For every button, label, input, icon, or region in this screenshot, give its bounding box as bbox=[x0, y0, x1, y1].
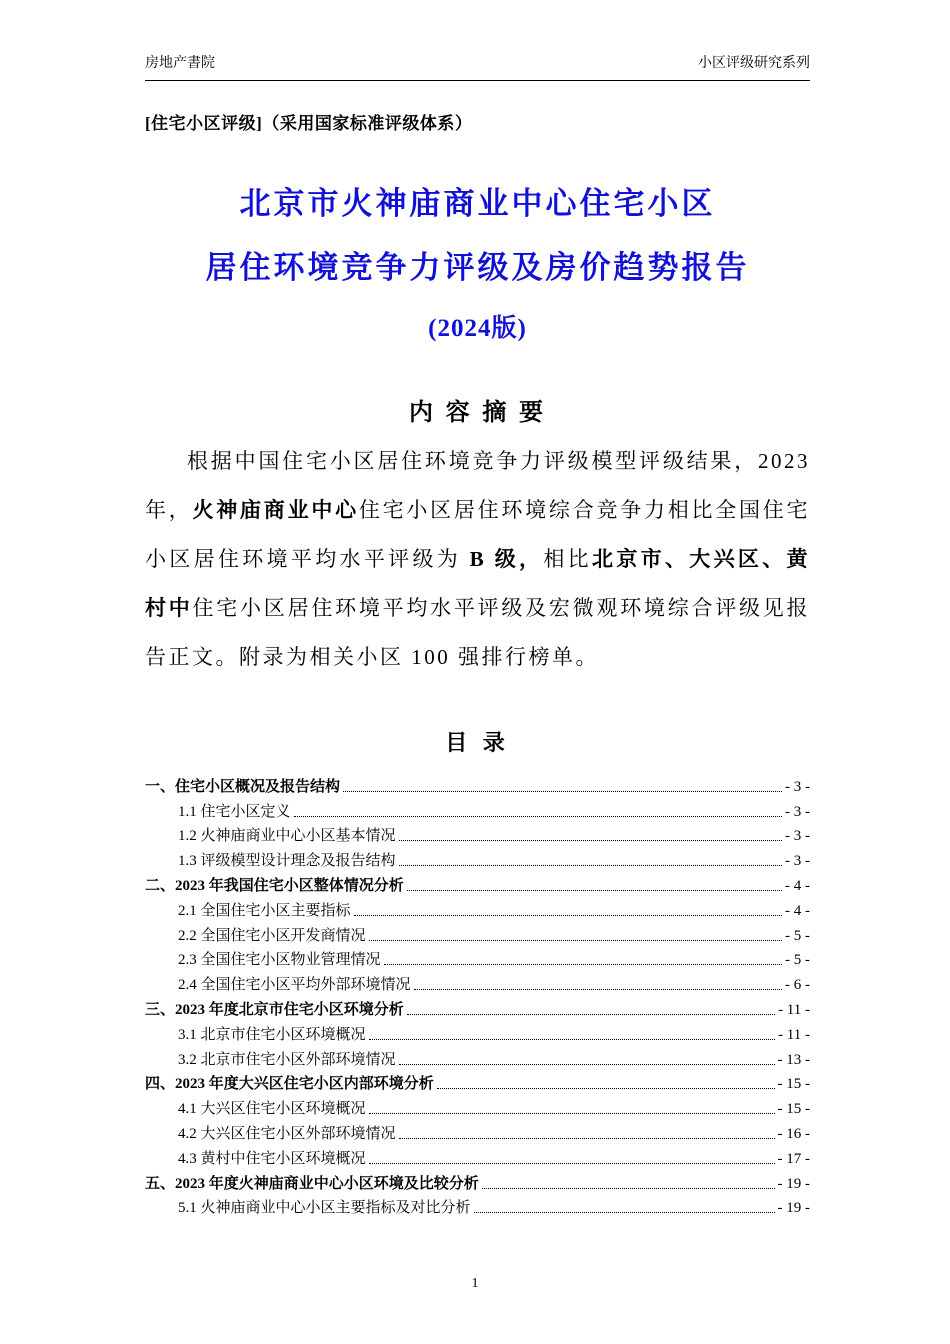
toc-dot-leader bbox=[354, 915, 782, 916]
toc-item-page: - 11 - bbox=[778, 1001, 810, 1018]
toc-item-label: 2.4 全国住宅小区平均外部环境情况 bbox=[178, 977, 411, 994]
toc-dot-leader bbox=[414, 989, 782, 990]
toc-dot-leader bbox=[399, 865, 782, 866]
summary-segment: 住宅小区居住环境平均水平评级及宏微观环境综合评级见报告正文。附录为相关小区 100 强排行榜单。 bbox=[145, 596, 811, 669]
toc-item-page: - 4 - bbox=[785, 902, 810, 919]
toc-dot-leader bbox=[369, 1039, 776, 1040]
toc-item-page: - 4 - bbox=[785, 877, 810, 894]
toc-item-page: - 19 - bbox=[777, 1200, 810, 1217]
toc-item[interactable] bbox=[145, 796, 810, 821]
toc-item[interactable] bbox=[145, 1019, 810, 1044]
toc-item-page: - 3 - bbox=[785, 803, 810, 820]
toc-item-page: - 15 - bbox=[777, 1101, 810, 1118]
toc-item[interactable] bbox=[145, 1193, 810, 1218]
toc-item[interactable] bbox=[145, 845, 810, 870]
toc-dot-leader bbox=[369, 1163, 775, 1164]
toc-item-label: 4.3 黄村中住宅小区环境概况 bbox=[178, 1150, 366, 1167]
toc-item-label: 5.1 火神庙商业中心小区主要指标及对比分析 bbox=[178, 1200, 471, 1217]
toc-item[interactable] bbox=[145, 821, 810, 846]
toc-item-page: - 11 - bbox=[778, 1026, 810, 1043]
summary-segment: 火神庙商业中心 bbox=[192, 498, 359, 522]
summary-segment: 北京市、大兴区、黄村中 bbox=[145, 547, 811, 620]
toc-item-page: - 19 - bbox=[777, 1175, 810, 1192]
toc-item-page: - 17 - bbox=[777, 1150, 810, 1167]
toc-item-label: 一、住宅小区概况及报告结构 bbox=[145, 778, 341, 795]
toc-dot-leader bbox=[474, 1212, 775, 1213]
summary-segment: 住宅小区居住环境综合竞争力相比全国住宅小区居住环境平均水平评级为 bbox=[145, 498, 811, 571]
page-number: 1 bbox=[471, 1276, 479, 1291]
toc-item-page: - 3 - bbox=[785, 828, 810, 845]
header-right-text: 小区评级研究系列 bbox=[698, 56, 810, 71]
toc-item-label: 4.2 大兴区住宅小区外部环境情况 bbox=[178, 1125, 396, 1142]
toc-item[interactable] bbox=[145, 1143, 810, 1168]
toc-item-label: 4.1 大兴区住宅小区环境概况 bbox=[178, 1101, 366, 1118]
report-title-block bbox=[145, 172, 810, 358]
toc-item[interactable] bbox=[145, 771, 810, 796]
toc-heading: 目 录 bbox=[445, 730, 510, 755]
toc-item-label: 五、2023 年度火神庙商业中心小区环境及比较分析 bbox=[145, 1175, 479, 1192]
report-title-line1: 北京市火神庙商业中心住宅小区 bbox=[239, 186, 716, 221]
toc-item-label: 3.1 北京市住宅小区环境概况 bbox=[178, 1026, 366, 1043]
toc-item-label: 三、2023 年度北京市住宅小区环境分析 bbox=[145, 1001, 404, 1018]
toc-dot-leader bbox=[399, 1064, 775, 1065]
toc-dot-leader bbox=[399, 1138, 775, 1139]
toc-item-page: - 3 - bbox=[785, 778, 810, 795]
toc-item-page: - 6 - bbox=[785, 977, 810, 994]
toc-item-page: - 16 - bbox=[777, 1125, 810, 1142]
report-title-edition: (2024版) bbox=[428, 315, 527, 342]
toc-dot-leader bbox=[437, 1088, 775, 1089]
toc-item[interactable] bbox=[145, 945, 810, 970]
page-header bbox=[145, 52, 810, 81]
toc-item[interactable] bbox=[145, 1044, 810, 1069]
toc-dot-leader bbox=[407, 890, 782, 891]
summary-segment: 相比 bbox=[543, 547, 592, 571]
toc-item-page: - 13 - bbox=[777, 1051, 810, 1068]
toc-item[interactable] bbox=[145, 1168, 810, 1193]
toc-item-label: 1.2 火神庙商业中心小区基本情况 bbox=[178, 828, 396, 845]
toc-item-label: 2.2 全国住宅小区开发商情况 bbox=[178, 927, 366, 944]
toc-dot-leader bbox=[407, 1014, 775, 1015]
summary-paragraph bbox=[145, 437, 810, 682]
toc-dot-leader bbox=[482, 1188, 775, 1189]
toc-dot-leader bbox=[343, 791, 782, 792]
toc-item-page: - 15 - bbox=[777, 1076, 810, 1093]
toc-item-label: 2.1 全国住宅小区主要指标 bbox=[178, 902, 351, 919]
toc-item[interactable] bbox=[145, 1118, 810, 1143]
toc-list bbox=[145, 771, 810, 1217]
toc-item-label: 1.3 评级模型设计理念及报告结构 bbox=[178, 853, 396, 870]
toc-item[interactable] bbox=[145, 969, 810, 994]
toc-dot-leader bbox=[369, 1113, 775, 1114]
toc-dot-leader bbox=[399, 840, 782, 841]
toc-item[interactable] bbox=[145, 920, 810, 945]
page-footer bbox=[0, 1276, 950, 1292]
summary-segment: 根据中国住宅小区居住环境竞争力评级模型评级结果，2023 年， bbox=[145, 449, 810, 522]
summary-segment: B 级， bbox=[469, 547, 544, 571]
toc-dot-leader bbox=[294, 816, 782, 817]
toc-item[interactable] bbox=[145, 870, 810, 895]
toc-item-page: - 3 - bbox=[785, 853, 810, 870]
header-left-text: 房地产書院 bbox=[145, 56, 215, 71]
toc-dot-leader bbox=[384, 964, 782, 965]
toc-item[interactable] bbox=[145, 1093, 810, 1118]
toc-item[interactable] bbox=[145, 895, 810, 920]
summary-heading: 内 容 摘 要 bbox=[408, 399, 546, 426]
toc-item-label: 四、2023 年度大兴区住宅小区内部环境分析 bbox=[145, 1076, 434, 1093]
toc-item-label: 3.2 北京市住宅小区外部环境情况 bbox=[178, 1051, 396, 1068]
toc-item-label: 2.3 全国住宅小区物业管理情况 bbox=[178, 952, 381, 969]
toc-item-label: 二、2023 年我国住宅小区整体情况分析 bbox=[145, 877, 404, 894]
toc-dot-leader bbox=[369, 940, 782, 941]
report-title-line2: 居住环境竞争力评级及房价趋势报告 bbox=[205, 250, 750, 285]
toc-item[interactable] bbox=[145, 994, 810, 1019]
toc-item-page: - 5 - bbox=[785, 952, 810, 969]
toc-item-page: - 5 - bbox=[785, 927, 810, 944]
toc-item[interactable] bbox=[145, 1069, 810, 1094]
rating-system-note: [住宅小区评级]（采用国家标准评级体系） bbox=[145, 114, 473, 133]
toc-item-label: 1.1 住宅小区定义 bbox=[178, 803, 291, 820]
